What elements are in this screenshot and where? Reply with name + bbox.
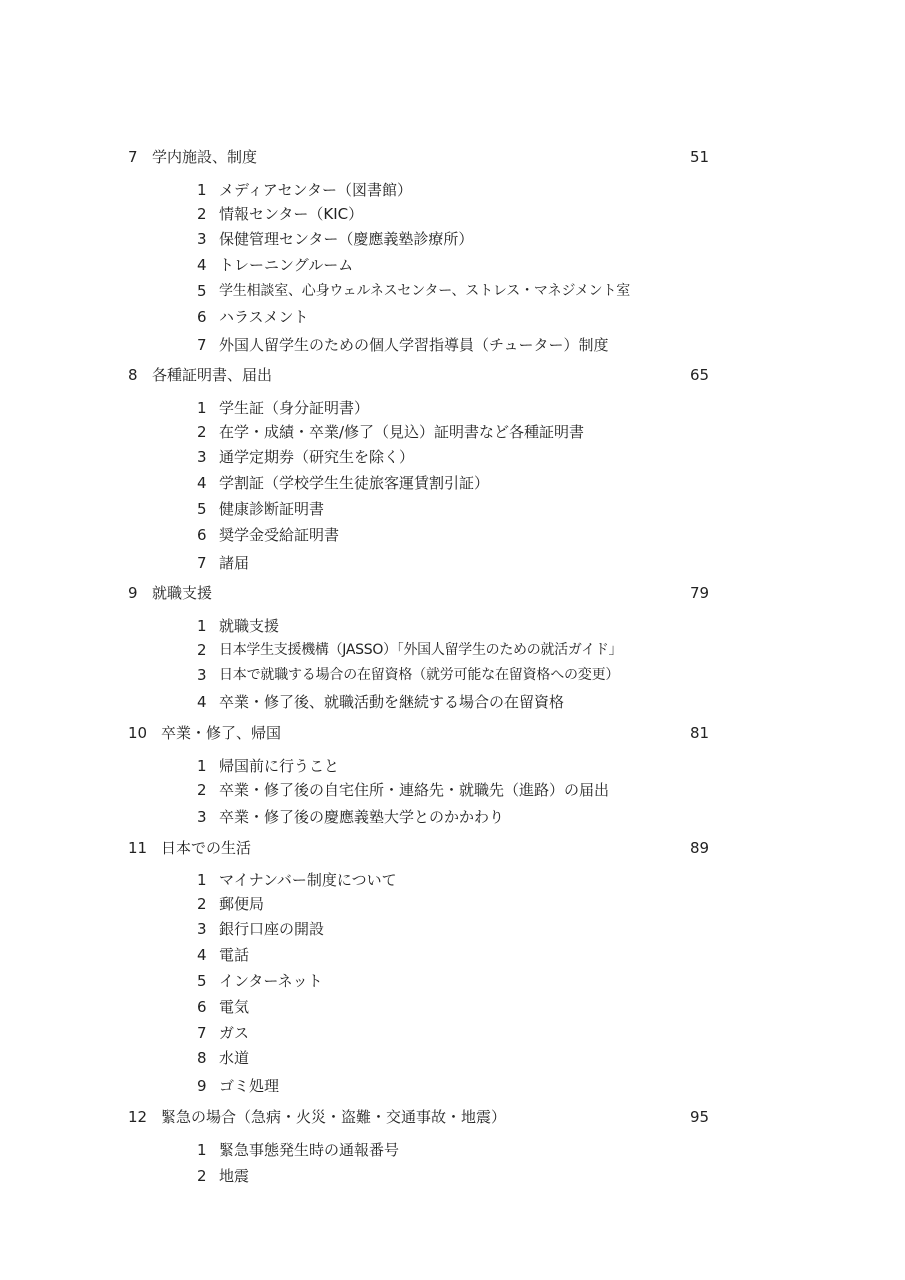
item-number: 4	[197, 474, 207, 492]
section-number: 11	[128, 839, 148, 857]
item-number: 3	[197, 920, 207, 938]
item-number: 1	[197, 181, 207, 199]
item-title: 緊急事態発生時の通報番号	[219, 1141, 400, 1159]
item-number: 1	[197, 617, 207, 635]
item-title: ハラスメント	[219, 308, 309, 326]
section-number: 9	[128, 584, 138, 602]
item-title: 卒業・修了後の慶應義塾大学とのかかわり	[219, 808, 505, 826]
item-title: 学割証（学校学生生徒旅客運賃割引証）	[219, 474, 490, 492]
item-number: 1	[197, 871, 207, 889]
item-title: 就職支援	[219, 617, 280, 635]
item-title: 諸届	[219, 554, 250, 572]
section-title: 緊急の場合（急病・火災・盗難・交通事故・地震）	[161, 1108, 507, 1126]
item-title: 在学・成績・卒業/修了（見込）証明書など各種証明書	[219, 423, 585, 441]
item-title: 卒業・修了後の自宅住所・連絡先・就職先（進路）の届出	[219, 781, 610, 799]
item-title: 電気	[219, 998, 250, 1016]
item-number: 6	[197, 998, 207, 1016]
item-title: 電話	[219, 946, 250, 964]
section-title: 各種証明書、届出	[152, 366, 273, 384]
section-title: 日本での生活	[161, 839, 252, 857]
item-number: 6	[197, 308, 207, 326]
item-number: 1	[197, 757, 207, 775]
item-title: 学生相談室、心身ウェルネスセンター、ストレス・マネジメント室	[219, 283, 631, 299]
item-number: 5	[197, 500, 207, 518]
section-page-number: 79	[690, 584, 710, 602]
item-number: 7	[197, 1024, 207, 1042]
section-title: 就職支援	[152, 584, 213, 602]
item-title: インターネット	[219, 972, 323, 990]
item-title: マイナンバー制度について	[219, 871, 397, 889]
section-number: 12	[128, 1108, 148, 1126]
item-number: 2	[197, 895, 207, 913]
section-number: 7	[128, 148, 138, 166]
section-number: 8	[128, 366, 138, 384]
item-number: 4	[197, 256, 207, 274]
item-title: 日本学生支援機構（JASSO）「外国人留学生のための就活ガイド」	[219, 642, 623, 658]
item-number: 6	[197, 526, 207, 544]
item-title: 通学定期券（研究生を除く）	[219, 448, 415, 466]
item-title: 健康診断証明書	[219, 500, 325, 518]
item-number: 8	[197, 1049, 207, 1067]
item-number: 2	[197, 781, 207, 799]
item-number: 5	[197, 282, 207, 300]
item-title: 保健管理センター（慶應義塾診療所）	[219, 230, 474, 248]
section-page-number: 89	[690, 839, 710, 857]
item-number: 5	[197, 972, 207, 990]
item-title: ゴミ処理	[219, 1077, 280, 1095]
item-title: メディアセンター（図書館）	[219, 181, 413, 199]
item-number: 3	[197, 230, 207, 248]
item-number: 4	[197, 693, 207, 711]
section-title: 卒業・修了、帰国	[161, 724, 282, 742]
item-number: 2	[197, 423, 207, 441]
item-title: 地震	[219, 1167, 250, 1185]
item-title: トレーニングルーム	[219, 256, 354, 274]
item-title: 水道	[219, 1049, 250, 1067]
item-title: 帰国前に行うこと	[219, 757, 340, 775]
item-number: 2	[197, 205, 207, 223]
item-title: 郵便局	[219, 895, 265, 913]
item-number: 1	[197, 399, 207, 417]
item-title: 銀行口座の開設	[219, 920, 325, 938]
item-title: 外国人留学生のための個人学習指導員（チューター）制度	[219, 336, 609, 354]
item-number: 2	[197, 1167, 207, 1185]
section-title: 学内施設、制度	[152, 148, 258, 166]
item-title: ガス	[219, 1024, 250, 1042]
item-number: 7	[197, 336, 207, 354]
section-page-number: 95	[690, 1108, 710, 1126]
item-title: 日本で就職する場合の在留資格（就労可能な在留資格への変更）	[219, 667, 620, 683]
item-number: 2	[197, 641, 207, 659]
section-page-number: 65	[690, 366, 710, 384]
item-title: 奨学金受給証明書	[219, 526, 340, 544]
section-number: 10	[128, 724, 148, 742]
item-number: 3	[197, 448, 207, 466]
section-page-number: 51	[690, 148, 710, 166]
item-title: 卒業・修了後、就職活動を継続する場合の在留資格	[219, 693, 565, 711]
item-number: 1	[197, 1141, 207, 1159]
item-number: 3	[197, 808, 207, 826]
item-number: 9	[197, 1077, 207, 1095]
item-title: 学生証（身分証明書）	[219, 399, 370, 417]
section-page-number: 81	[690, 724, 710, 742]
item-title: 情報センター（KIC）	[219, 205, 364, 223]
item-number: 3	[197, 666, 207, 684]
item-number: 7	[197, 554, 207, 572]
item-number: 4	[197, 946, 207, 964]
